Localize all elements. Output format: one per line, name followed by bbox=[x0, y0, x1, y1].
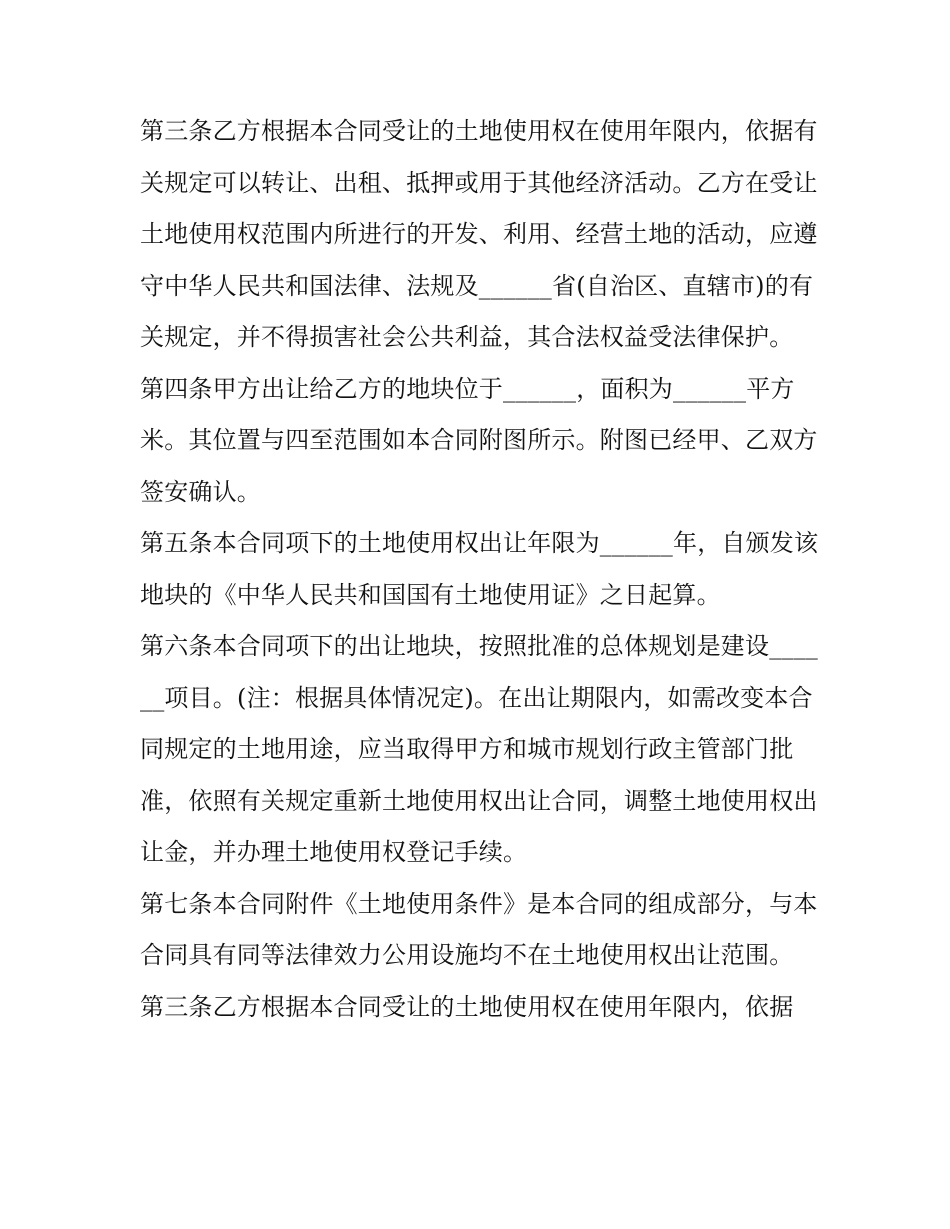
article-3-paragraph: 第三条乙方根据本合同受让的土地使用权在使用年限内，依据有关规定可以转让、出租、抵押或用于其他经济活动。乙方在受让土地使用权范围内所进行的开发、利用、经营土地的活动，应遵守中华人民共和国法律、法规及______省(自治区、直辖市)的有关规定，并不得损害社会公共利益，其合法权益受法律保护。 bbox=[140, 117, 818, 351]
article-6-paragraph: 第六条本合同项下的出让地块，按照批准的总体规划是建设______项目。(注：根据具体情况定)。在出让期限内，如需改变本合同规定的土地用途，应当取得甲方和城市规划行政主管部门批准，依照有关规定重新土地使用权出让合同，调整土地使用权出让金，并办理土地使用权登记手续。 bbox=[140, 632, 818, 866]
article-7-paragraph: 第七条本合同附件《土地使用条件》是本合同的组成部分，与本合同具有同等法律效力公用设施均不在土地使用权出让范围。 bbox=[140, 889, 818, 969]
article-5-paragraph: 第五条本合同项下的土地使用权出让年限为______年，自颁发该地块的《中华人民共和国国有土地使用证》之日起算。 bbox=[140, 529, 819, 609]
article-3-repeat-paragraph: 第三条乙方根据本合同受让的土地使用权在使用年限内，依据 bbox=[140, 992, 794, 1021]
article-4-paragraph: 第四条甲方出让给乙方的地块位于______，面积为______平方米。其位置与四至范围如本合同附图所示。附图已经甲、乙双方签安确认。 bbox=[140, 374, 818, 506]
document-body bbox=[140, 106, 820, 1033]
